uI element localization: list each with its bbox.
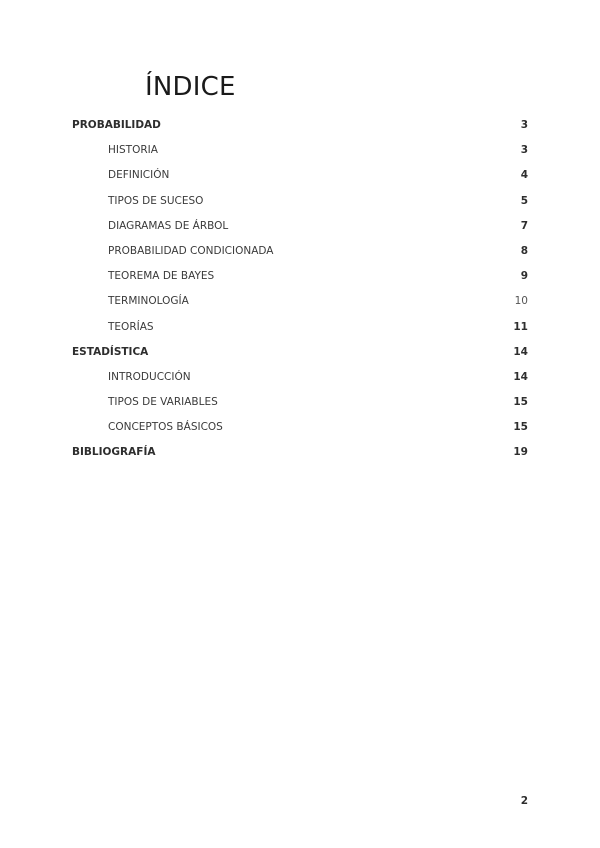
toc-entry[interactable] bbox=[72, 315, 528, 340]
toc-entry-label: INTRODUCCIÓN bbox=[108, 370, 191, 383]
toc-entry[interactable] bbox=[72, 214, 528, 239]
toc-entry[interactable] bbox=[72, 390, 528, 415]
toc-entry[interactable] bbox=[72, 163, 528, 188]
toc-entry-label: TEORÍAS bbox=[108, 320, 154, 333]
toc-entry-label: PROBABILIDAD bbox=[72, 119, 161, 131]
page-title: ÍNDICE bbox=[145, 72, 236, 102]
toc-entry[interactable] bbox=[72, 340, 528, 365]
toc-entry-page: 14 bbox=[513, 345, 528, 358]
table-of-contents bbox=[72, 113, 528, 466]
toc-entry-label: ESTADÍSTICA bbox=[72, 345, 149, 358]
toc-entry-page: 7 bbox=[520, 219, 528, 232]
toc-entry-page: 8 bbox=[520, 244, 528, 257]
toc-entry-page: 14 bbox=[513, 370, 528, 383]
toc-entry-page: 11 bbox=[513, 320, 528, 333]
toc-entry[interactable] bbox=[72, 239, 528, 264]
toc-entry-label: BIBLIOGRAFÍA bbox=[72, 446, 156, 459]
toc-entry-page: 9 bbox=[520, 270, 528, 283]
toc-entry-label: TEOREMA DE BAYES bbox=[108, 270, 215, 283]
toc-entry[interactable] bbox=[72, 440, 528, 465]
toc-entry-label: TIPOS DE SUCESO bbox=[108, 194, 204, 207]
toc-entry-label: HISTORIA bbox=[108, 144, 158, 157]
toc-entry-label: PROBABILIDAD CONDICIONADA bbox=[108, 244, 274, 257]
toc-entry-page: 5 bbox=[520, 194, 528, 207]
toc-entry-page: 19 bbox=[513, 446, 528, 459]
toc-entry-label: DEFINICIÓN bbox=[108, 169, 170, 182]
page-number: 2 bbox=[520, 795, 528, 807]
toc-entry[interactable] bbox=[72, 113, 528, 138]
toc-entry-page: 3 bbox=[520, 144, 528, 157]
toc-entry-page: 15 bbox=[513, 421, 528, 434]
toc-entry-page: 3 bbox=[520, 119, 528, 131]
toc-entry[interactable] bbox=[72, 415, 528, 440]
toc-entry-page: 15 bbox=[513, 396, 528, 409]
toc-entry-page: 4 bbox=[520, 169, 528, 182]
toc-entry[interactable] bbox=[72, 365, 528, 390]
toc-entry-label: DIAGRAMAS DE ÁRBOL bbox=[108, 219, 229, 232]
toc-entry-label: TERMINOLOGÍA bbox=[108, 295, 189, 308]
toc-entry[interactable] bbox=[72, 264, 528, 289]
toc-entry[interactable] bbox=[72, 189, 528, 214]
toc-entry-label: TIPOS DE VARIABLES bbox=[108, 396, 218, 409]
toc-entry-page: 10 bbox=[514, 295, 528, 308]
toc-entry[interactable] bbox=[72, 138, 528, 163]
toc-entry-label: CONCEPTOS BÁSICOS bbox=[108, 421, 223, 434]
toc-entry[interactable] bbox=[72, 289, 528, 314]
